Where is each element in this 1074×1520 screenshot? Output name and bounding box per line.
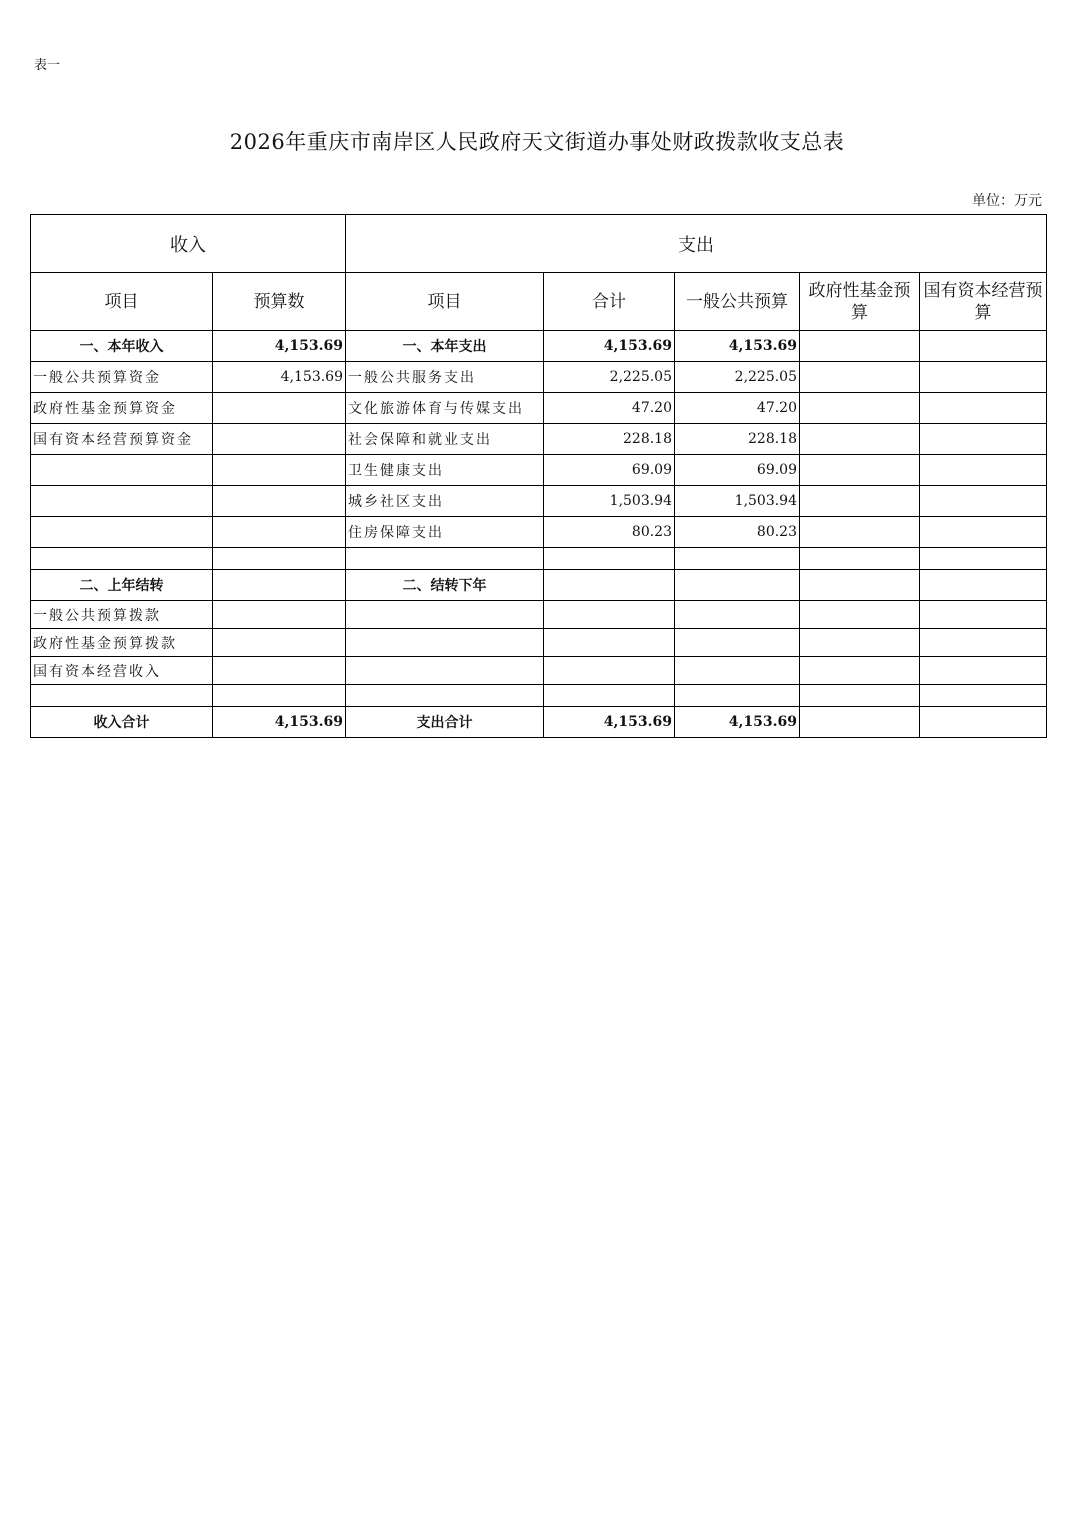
- expense-item-cell: 一般公共服务支出: [346, 362, 544, 393]
- expense-item-cell: [346, 548, 544, 570]
- expense-gov-fund-cell: [800, 517, 920, 548]
- expense-item-cell: [346, 657, 544, 685]
- expense-total-cell: [544, 601, 675, 629]
- income-header: 收入: [31, 215, 346, 273]
- table-row: [31, 548, 1047, 570]
- expense-total-cell: [544, 629, 675, 657]
- expense-state-capital-cell: [920, 331, 1047, 362]
- expense-gov-fund-cell: [800, 707, 920, 738]
- expense-general-cell: 47.20: [675, 393, 800, 424]
- income-amount-cell: [213, 486, 346, 517]
- expense-general-cell: [675, 629, 800, 657]
- col-expense-total: 合计: [544, 273, 675, 331]
- income-item-cell: 二、上年结转: [31, 570, 213, 601]
- expense-total-cell: 4,153.69: [544, 331, 675, 362]
- expense-total-cell: 4,153.69: [544, 707, 675, 738]
- table-row: [31, 685, 1047, 707]
- unit-label: 单位：万元: [972, 193, 1042, 209]
- income-amount-cell: 4,153.69: [213, 331, 346, 362]
- income-item-cell: 一般公共预算资金: [31, 362, 213, 393]
- expense-item-cell: 城乡社区支出: [346, 486, 544, 517]
- expense-gov-fund-cell: [800, 570, 920, 601]
- col-income-item: 项目: [31, 273, 213, 331]
- expense-item-cell: 住房保障支出: [346, 517, 544, 548]
- income-amount-cell: 4,153.69: [213, 707, 346, 738]
- table-row: [31, 570, 1047, 601]
- expense-gov-fund-cell: [800, 548, 920, 570]
- expense-state-capital-cell: [920, 629, 1047, 657]
- table-row: [31, 707, 1047, 738]
- col-expense-gov-fund: 政府性基金预算: [800, 273, 920, 331]
- expense-total-cell: 2,225.05: [544, 362, 675, 393]
- income-item-cell: [31, 517, 213, 548]
- expense-general-cell: 80.23: [675, 517, 800, 548]
- expense-state-capital-cell: [920, 424, 1047, 455]
- income-item-cell: 收入合计: [31, 707, 213, 738]
- expense-general-cell: [675, 548, 800, 570]
- income-item-cell: 一般公共预算拨款: [31, 601, 213, 629]
- income-item-cell: 政府性基金预算资金: [31, 393, 213, 424]
- expense-gov-fund-cell: [800, 685, 920, 707]
- income-amount-cell: [213, 455, 346, 486]
- expense-total-cell: [544, 657, 675, 685]
- expense-item-cell: [346, 601, 544, 629]
- expense-total-cell: 1,503.94: [544, 486, 675, 517]
- expense-general-cell: 2,225.05: [675, 362, 800, 393]
- expense-state-capital-cell: [920, 685, 1047, 707]
- expense-general-cell: 69.09: [675, 455, 800, 486]
- col-expense-item: 项目: [346, 273, 544, 331]
- income-item-cell: [31, 548, 213, 570]
- expense-gov-fund-cell: [800, 629, 920, 657]
- expense-item-cell: [346, 685, 544, 707]
- expense-item-cell: 二、结转下年: [346, 570, 544, 601]
- expense-total-cell: 69.09: [544, 455, 675, 486]
- expense-general-cell: 4,153.69: [675, 331, 800, 362]
- table-row: [31, 424, 1047, 455]
- expense-general-cell: 228.18: [675, 424, 800, 455]
- income-item-cell: [31, 455, 213, 486]
- income-item-cell: [31, 685, 213, 707]
- expense-item-cell: 一、本年支出: [346, 331, 544, 362]
- expense-state-capital-cell: [920, 517, 1047, 548]
- expense-state-capital-cell: [920, 362, 1047, 393]
- expense-state-capital-cell: [920, 455, 1047, 486]
- expense-total-cell: [544, 570, 675, 601]
- table-row: [31, 331, 1047, 362]
- expense-gov-fund-cell: [800, 455, 920, 486]
- expense-item-cell: [346, 629, 544, 657]
- table-row: [31, 657, 1047, 685]
- col-expense-state-capital: 国有资本经营预算: [920, 273, 1047, 331]
- col-income-budget: 预算数: [213, 273, 346, 331]
- income-amount-cell: 4,153.69: [213, 362, 346, 393]
- income-amount-cell: [213, 629, 346, 657]
- expense-gov-fund-cell: [800, 331, 920, 362]
- income-item-cell: 政府性基金预算拨款: [31, 629, 213, 657]
- income-amount-cell: [213, 657, 346, 685]
- expense-general-cell: [675, 685, 800, 707]
- expense-gov-fund-cell: [800, 362, 920, 393]
- table-row: [31, 629, 1047, 657]
- table-row: [31, 455, 1047, 486]
- expense-item-cell: 文化旅游体育与传媒支出: [346, 393, 544, 424]
- budget-table: [30, 214, 1047, 738]
- income-item-cell: 国有资本经营收入: [31, 657, 213, 685]
- expense-gov-fund-cell: [800, 424, 920, 455]
- table-row: [31, 362, 1047, 393]
- expense-gov-fund-cell: [800, 393, 920, 424]
- income-amount-cell: [213, 548, 346, 570]
- expense-total-cell: [544, 685, 675, 707]
- income-amount-cell: [213, 424, 346, 455]
- expense-general-cell: [675, 601, 800, 629]
- expense-state-capital-cell: [920, 548, 1047, 570]
- income-amount-cell: [213, 570, 346, 601]
- expense-total-cell: 228.18: [544, 424, 675, 455]
- expense-state-capital-cell: [920, 570, 1047, 601]
- expense-gov-fund-cell: [800, 657, 920, 685]
- expense-gov-fund-cell: [800, 601, 920, 629]
- expense-state-capital-cell: [920, 601, 1047, 629]
- expense-item-cell: 卫生健康支出: [346, 455, 544, 486]
- table-row: [31, 517, 1047, 548]
- income-item-cell: 一、本年收入: [31, 331, 213, 362]
- expense-item-cell: 支出合计: [346, 707, 544, 738]
- expense-total-cell: [544, 548, 675, 570]
- income-amount-cell: [213, 517, 346, 548]
- expense-state-capital-cell: [920, 657, 1047, 685]
- expense-gov-fund-cell: [800, 486, 920, 517]
- expense-item-cell: 社会保障和就业支出: [346, 424, 544, 455]
- header-row-columns: [31, 273, 1047, 331]
- income-amount-cell: [213, 601, 346, 629]
- expense-state-capital-cell: [920, 393, 1047, 424]
- table-number: 表一: [34, 58, 61, 73]
- income-item-cell: 国有资本经营预算资金: [31, 424, 213, 455]
- expense-total-cell: 80.23: [544, 517, 675, 548]
- header-row-groups: [31, 215, 1047, 273]
- expense-general-cell: [675, 570, 800, 601]
- income-amount-cell: [213, 685, 346, 707]
- income-item-cell: [31, 486, 213, 517]
- table-row: [31, 601, 1047, 629]
- expense-state-capital-cell: [920, 486, 1047, 517]
- expense-general-cell: [675, 657, 800, 685]
- expense-total-cell: 47.20: [544, 393, 675, 424]
- table-row: [31, 486, 1047, 517]
- table-row: [31, 393, 1047, 424]
- expense-general-cell: 1,503.94: [675, 486, 800, 517]
- col-expense-general: 一般公共预算: [675, 273, 800, 331]
- document-title: 2026年重庆市南岸区人民政府天文街道办事处财政拨款收支总表: [229, 130, 845, 154]
- income-amount-cell: [213, 393, 346, 424]
- expense-state-capital-cell: [920, 707, 1047, 738]
- expense-header: 支出: [346, 215, 1047, 273]
- expense-general-cell: 4,153.69: [675, 707, 800, 738]
